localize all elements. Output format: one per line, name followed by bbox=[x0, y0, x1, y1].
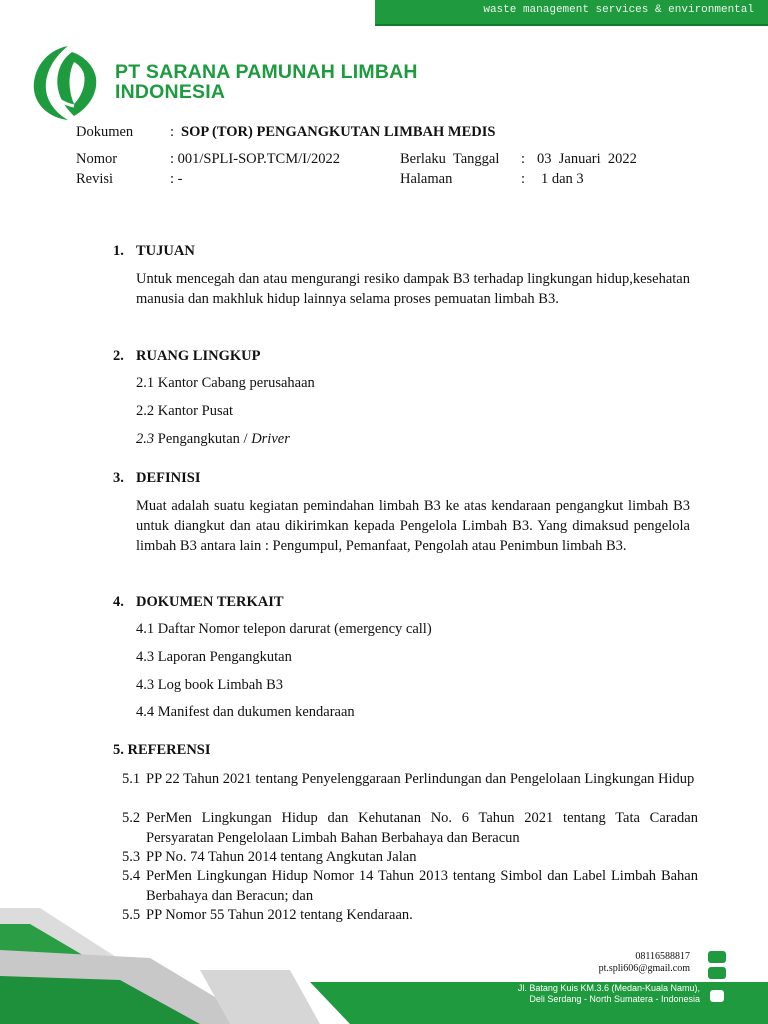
dokumen-label: Dokumen bbox=[76, 124, 134, 140]
revisi-value: : - bbox=[170, 171, 183, 187]
section-1-number: 1. bbox=[113, 243, 124, 259]
address-line2: Deli Serdang - North Sumatera - Indonesia bbox=[529, 994, 700, 1004]
halaman-label: Halaman bbox=[400, 171, 453, 187]
reference-text: PP Nomor 55 Tahun 2012 tentang Kendaraan. bbox=[146, 907, 413, 923]
nomor-label: Nomor bbox=[76, 151, 118, 167]
reference-number: 5.2 bbox=[122, 810, 141, 826]
dokumen-colon: : bbox=[170, 124, 175, 140]
address bbox=[470, 983, 700, 1005]
nomor-value: : 001/SPLI-SOP.TCM/I/2022 bbox=[170, 151, 340, 167]
reference-text: PerMen Lingkungan Hidup dan Kehutanan No. 6 Tahun 2021 tentang Tata Caradan Persyaratan Pengelolaan Limbah Bahan Berbahaya dan Beracun bbox=[146, 810, 698, 846]
list-item bbox=[136, 431, 290, 448]
section-3-text: Muat adalah suatu kegiatan pemindahan limbah B3 ke atas kendaraan pengangkut limbah B3 untuk diangkut dan atau dikirimkan kepada Pengelola Limbah B3. Yang dimaksud pengelola limbah B3 antara lain : Pengumpul, Pemanfaat, Pengolah atau Penimbun limbah B3. bbox=[136, 498, 690, 554]
leaf-logo-icon bbox=[28, 42, 108, 122]
berlaku-value: 03 Januari 2022 bbox=[537, 151, 637, 167]
phone-number: 08116588817 bbox=[635, 951, 690, 962]
company-name-line2: INDONESIA bbox=[115, 81, 226, 103]
reference-text: PerMen Lingkungan Hidup Nomor 14 Tahun 2013 tentang Simbol dan Label Limbah Bahan Berbahaya dan Beracun; dan bbox=[146, 868, 698, 904]
dokumen-value: SOP (TOR) PENGANGKUTAN LIMBAH MEDIS bbox=[181, 124, 496, 140]
reference-number: 5.3 bbox=[122, 849, 141, 865]
company-name bbox=[115, 62, 418, 102]
section-3-number: 3. bbox=[113, 470, 124, 486]
revisi-label: Revisi bbox=[76, 171, 114, 187]
section-5-title: 5. REFERENSI bbox=[113, 742, 211, 758]
email-address: pt.spli606@gmail.com bbox=[598, 963, 690, 974]
section-4-number: 4. bbox=[113, 594, 124, 610]
reference-item bbox=[122, 848, 698, 868]
section-1-title: TUJUAN bbox=[136, 243, 195, 259]
section-2-title: RUANG LINGKUP bbox=[136, 348, 261, 364]
berlaku-colon: : bbox=[521, 151, 526, 167]
section-3-title: DEFINISI bbox=[136, 470, 201, 486]
mail-icon bbox=[708, 967, 726, 979]
section-1-text: Untuk mencegah dan atau mengurangi resiko dampak B3 terhadap lingkungan hidup,kesehatan manusia dan makhluk hidup lainnya selama proses pemuatan limbah B3. bbox=[136, 271, 690, 307]
list-item: 4.4 Manifest dan dukumen kendaraan bbox=[136, 704, 355, 720]
reference-number: 5.4 bbox=[122, 868, 141, 884]
list-item: 4.3 Laporan Pengangkutan bbox=[136, 649, 292, 665]
address-line1: Jl. Batang Kuis KM.3.6 (Medan-Kuala Namu), bbox=[517, 983, 700, 993]
list-item: 4.1 Daftar Nomor telepon darurat (emergency call) bbox=[136, 621, 432, 637]
halaman-value: 1 dan 3 bbox=[541, 171, 584, 187]
reference-number: 5.1 bbox=[122, 771, 141, 787]
tagline-banner: waste management services & environmental bbox=[375, 0, 768, 26]
reference-number: 5.5 bbox=[122, 907, 141, 923]
list-item: 2.1 Kantor Cabang perusahaan bbox=[136, 375, 315, 391]
reference-item bbox=[122, 809, 698, 848]
section-4-title: DOKUMEN TERKAIT bbox=[136, 594, 284, 610]
section-2-number: 2. bbox=[113, 348, 124, 364]
list-item-italic: Driver bbox=[251, 431, 290, 447]
halaman-colon: : bbox=[521, 171, 526, 187]
reference-text: PP 22 Tahun 2021 tentang Penyelenggaraan Perlindungan dan Pengelolaan Lingkungan Hidup bbox=[146, 771, 695, 787]
phone-icon bbox=[708, 951, 726, 963]
list-item: 2.2 Kantor Pusat bbox=[136, 403, 234, 419]
company-name-line1: PT SARANA PAMUNAH LIMBAH bbox=[115, 61, 418, 83]
list-item-text: Pengangkutan / bbox=[154, 431, 252, 447]
reference-item bbox=[122, 770, 698, 790]
berlaku-label: Berlaku Tanggal bbox=[400, 151, 500, 167]
list-item-number: 2.3 bbox=[136, 431, 155, 447]
reference-text: PP No. 74 Tahun 2014 tentang Angkutan Jalan bbox=[146, 849, 417, 865]
list-item: 4.3 Log book Limbah B3 bbox=[136, 677, 284, 693]
location-icon bbox=[710, 990, 724, 1002]
